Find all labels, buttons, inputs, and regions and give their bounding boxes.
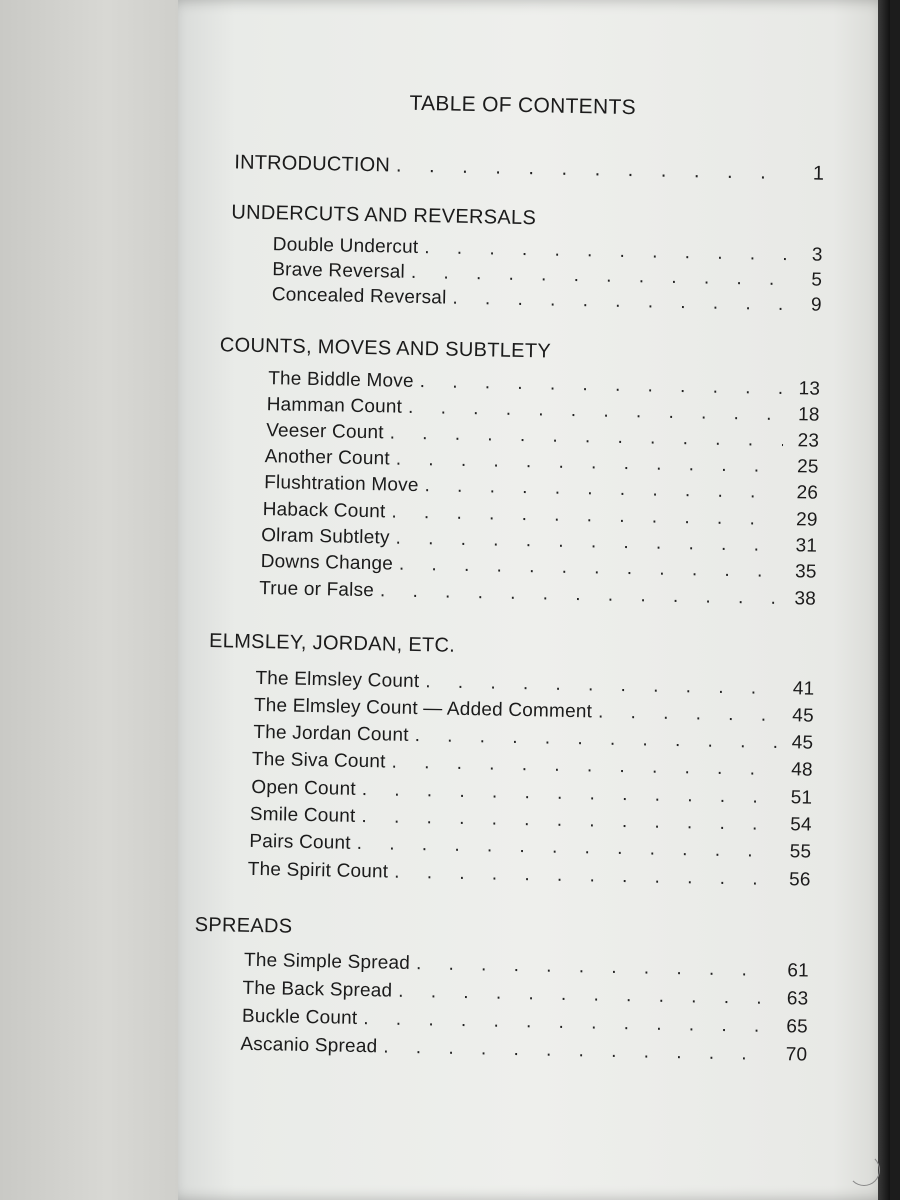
- leader-dots: [390, 422, 784, 452]
- toc-entry: [259, 578, 816, 611]
- toc-entry: [252, 749, 813, 782]
- section-title: UNDERCUTS AND REVERSALS: [231, 201, 537, 230]
- entry-label: Buckle Count: [241, 1005, 358, 1029]
- leader-dots: [399, 554, 781, 583]
- leader-dots: [396, 449, 783, 478]
- leader-dots: [414, 725, 777, 754]
- entry-label: Olram Subtlety: [260, 525, 390, 549]
- entry-page: 26: [796, 482, 819, 504]
- page-corner-mark: [848, 1154, 880, 1186]
- leader-dots: [425, 671, 778, 700]
- entry-page: 55: [789, 841, 812, 863]
- leader-dots: [394, 862, 775, 891]
- leader-dots: [398, 981, 773, 1010]
- entry-label: Smile Count: [249, 803, 356, 827]
- entry-label: Another Count: [264, 446, 391, 470]
- entry-page: 1: [812, 162, 825, 185]
- entry-label: Ascanio Spread: [240, 1033, 378, 1058]
- toc-entry: [248, 859, 811, 892]
- entry-page: 48: [791, 759, 813, 781]
- toc-entry: [249, 831, 811, 864]
- section-title: ELMSLEY, JORDAN, ETC.: [208, 630, 456, 657]
- leader-dots: [357, 833, 776, 863]
- entry-label: Brave Reversal: [272, 259, 406, 283]
- entry-page: 23: [797, 430, 820, 452]
- entry-label: The Elmsley Count — Added Comment: [253, 694, 593, 723]
- leader-dots: [452, 288, 786, 316]
- section-title: COUNTS, MOVES AND SUBTLETY: [219, 334, 552, 363]
- leader-dots: [391, 752, 777, 781]
- entry-page: 45: [792, 705, 815, 727]
- entry-page: 18: [797, 404, 820, 426]
- leader-dots: [380, 580, 780, 610]
- entry-page: 45: [791, 732, 814, 754]
- entry-page: 35: [794, 561, 817, 583]
- leader-dots: [396, 155, 789, 186]
- leader-dots: [391, 502, 782, 531]
- entry-label: The Back Spread: [242, 977, 393, 1002]
- leader-dots: [416, 953, 773, 982]
- leader-dots: [424, 475, 782, 504]
- leader-dots: [383, 1036, 771, 1065]
- entry-label: The Jordan Count: [253, 721, 409, 746]
- entry-page: 5: [811, 269, 823, 291]
- entry-label: Pairs Count: [249, 830, 351, 854]
- toc-entry: [242, 1006, 808, 1039]
- entry-page: 56: [788, 869, 811, 891]
- entry-label: Double Undercut: [272, 234, 419, 258]
- entry-label: The Elmsley Count: [255, 667, 420, 693]
- entry-label: Veeser Count: [266, 420, 384, 444]
- entry-page: 9: [810, 294, 822, 316]
- toc-entry-introduction: [234, 151, 824, 185]
- entry-label: The Spirit Count: [247, 858, 389, 883]
- entry-label: INTRODUCTION: [234, 151, 391, 177]
- entry-label: Downs Change: [260, 551, 394, 575]
- entry-label: Open Count: [251, 776, 357, 800]
- entry-label: Concealed Reversal: [271, 284, 447, 309]
- leader-dots: [598, 702, 778, 727]
- entry-page: 63: [786, 988, 809, 1010]
- entry-page: 38: [794, 588, 817, 610]
- entry-label: The Biddle Move: [268, 368, 414, 392]
- leader-dots: [411, 262, 787, 291]
- entry-page: 51: [790, 787, 813, 809]
- leader-dots: [420, 371, 785, 400]
- leader-dots: [362, 779, 777, 809]
- entry-page: 3: [811, 244, 823, 266]
- entry-page: 65: [786, 1016, 809, 1038]
- entry-label: Hamman Count: [266, 394, 403, 418]
- entry-page: 70: [785, 1044, 808, 1066]
- entry-label: The Siva Count: [251, 748, 386, 773]
- toc-entry: [244, 950, 809, 983]
- entry-label: True or False: [258, 577, 375, 602]
- entry-label: The Simple Spread: [243, 949, 411, 974]
- entry-page: 25: [796, 456, 819, 478]
- entry-page: 31: [795, 535, 818, 557]
- leader-dots: [408, 397, 784, 426]
- entry-page: 29: [795, 509, 818, 531]
- toc-entry: [240, 1034, 807, 1067]
- entry-page: 13: [798, 378, 821, 400]
- entry-label: Haback Count: [262, 499, 386, 523]
- leader-dots: [361, 806, 776, 836]
- entry-page: 41: [792, 678, 815, 700]
- entry-page: 61: [787, 960, 810, 982]
- toc-entry: [242, 978, 808, 1011]
- toc-title: TABLE OF CONTENTS: [409, 91, 637, 120]
- leader-dots: [363, 1008, 772, 1038]
- section-title: SPREADS: [194, 913, 293, 938]
- entry-label: Flushtration Move: [264, 472, 419, 497]
- entry-page: 54: [789, 814, 812, 836]
- leader-dots: [424, 237, 787, 266]
- leader-dots: [395, 528, 781, 557]
